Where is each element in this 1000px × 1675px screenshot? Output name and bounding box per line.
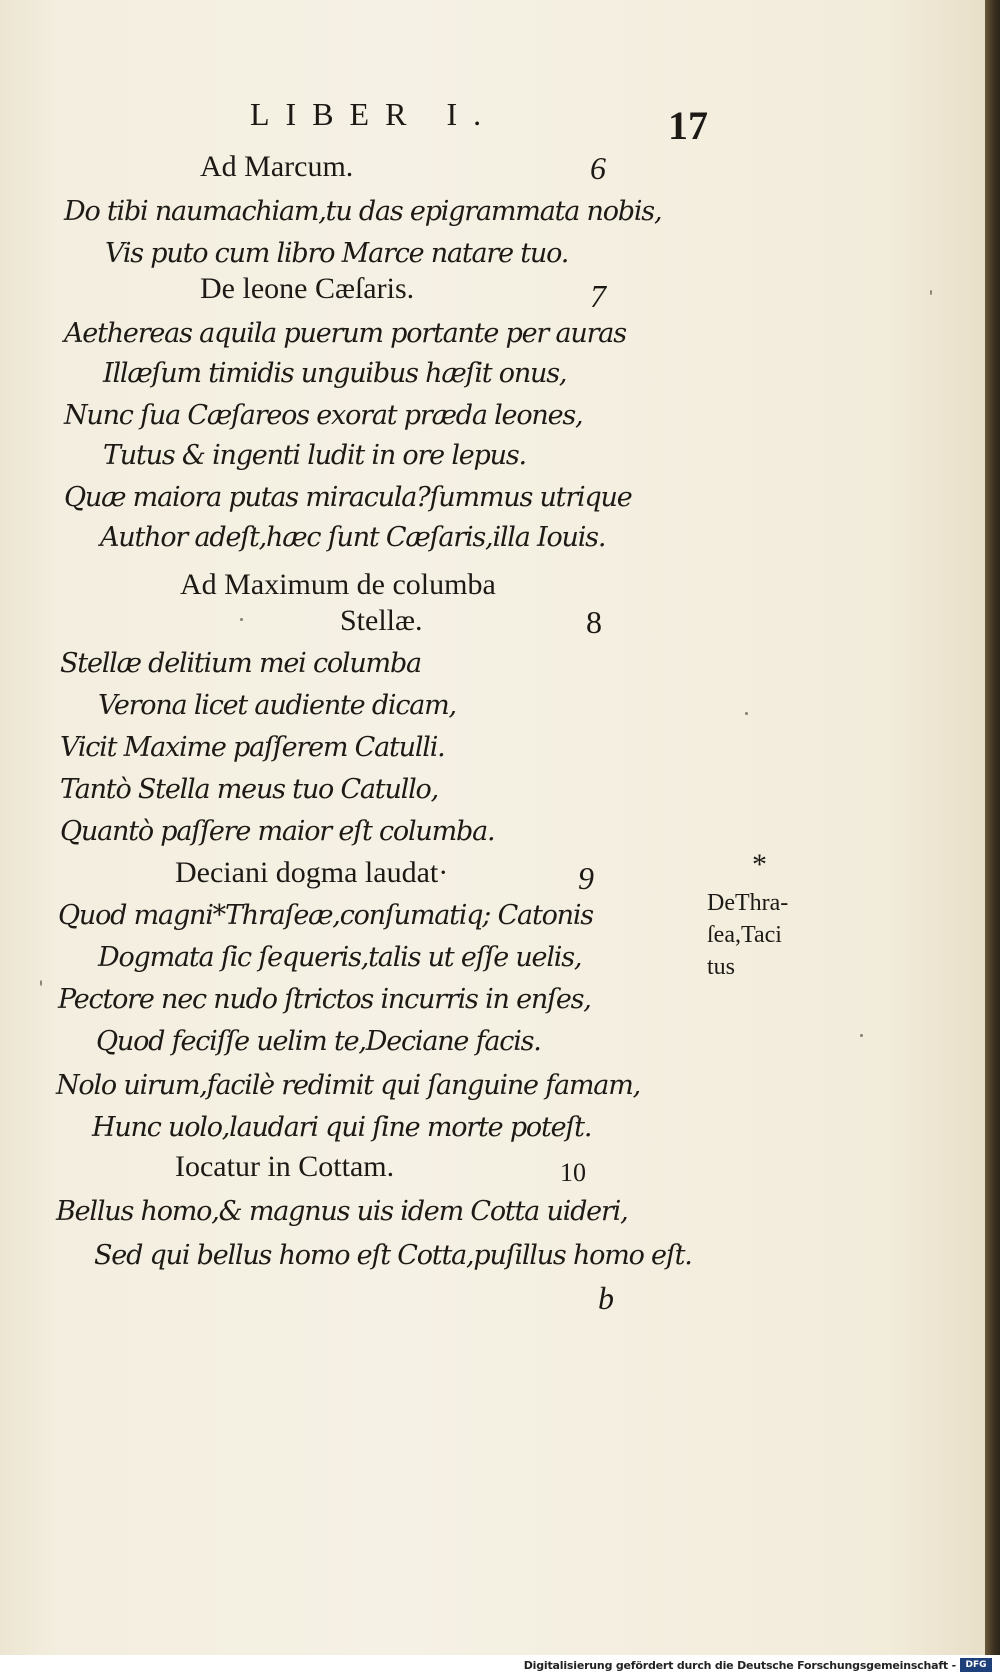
epigram-number-7: 7 [590, 278, 606, 314]
verse-line: Quæ maiora putas miracula?ſummus utrique [64, 482, 632, 513]
epigram-number-10: 10 [560, 1158, 586, 1187]
epigram-number-8: 8 [586, 604, 602, 640]
heading-deciani: Deciani dogma laudat· [175, 856, 449, 889]
verse-line: Sed qui bellus homo eſt Cotta,puſillus homo eſt. [94, 1240, 692, 1271]
page-number: 17 [668, 103, 708, 148]
verse-line: Aethereas aquila puerum portante per auras [64, 318, 626, 349]
marginal-asterisk: * [752, 848, 767, 881]
verse-line: Pectore nec nudo ſtrictos incurris in enſes, [58, 984, 591, 1015]
running-title: LIBER I. [250, 96, 498, 132]
marginal-note-line: tus [707, 954, 736, 980]
paper-speck [860, 1034, 863, 1037]
verse-line: Quod feciſſe uelim te,Deciane facis. [96, 1026, 541, 1057]
verse-line: Hunc uolo,laudari qui ſine morte poteſt. [92, 1112, 592, 1143]
verse-line: Tutus & ingenti ludit in ore lepus. [103, 440, 526, 471]
dfg-logo: DFG [960, 1658, 992, 1672]
verse-line: Nolo uirum,facilè redimit qui ſanguine famam, [56, 1070, 640, 1101]
verse-line: Author adeſt,hæc ſunt Cæſaris,illa Iouis. [100, 522, 606, 553]
page-edge [985, 0, 1000, 1655]
heading-stellae: Stellæ. [340, 604, 423, 637]
digitization-credit: Digitalisierung gefördert durch die Deutsche Forschungsgemeinschaft - [523, 1659, 956, 1672]
paper-speck [240, 618, 243, 621]
verse-line: Stellæ delitium mei columba [60, 648, 421, 679]
heading-iocatur: Iocatur in Cottam. [175, 1150, 395, 1183]
verse-line: Do tibi naumachiam,tu das epigrammata nobis, [64, 196, 662, 227]
verse-line: Quod magni*Thraſeæ,conſumatiq; Catonis [58, 900, 593, 931]
epigram-number-6: 6 [590, 150, 606, 186]
heading-ad-maximum: Ad Maximum de columba [180, 568, 496, 601]
verse-line: Dogmata ſic ſequeris,talis ut eſſe uelis, [98, 942, 582, 973]
paper-speck [930, 290, 932, 295]
verse-line: Verona licet audiente dicam, [98, 690, 456, 721]
verse-line: Nunc ſua Cæſareos exorat præda leones, [64, 400, 583, 431]
paper-speck [745, 712, 748, 715]
verse-line: Tantò Stella meus tuo Catullo, [60, 774, 438, 805]
paper-speck [40, 980, 42, 986]
marginal-note-line: ſea,Taci [707, 922, 782, 948]
verse-line: Vis puto cum libro Marce natare tuo. [105, 238, 569, 269]
marginal-note-line: DeThra- [707, 890, 789, 916]
epigram-number-9: 9 [578, 860, 594, 896]
verse-line: Illæſum timidis unguibus hæſit onus, [103, 358, 567, 389]
signature-mark: b [598, 1280, 614, 1316]
verse-line: Vicit Maxime paſſerem Catulli. [60, 732, 445, 763]
heading-de-leone: De leone Cæſaris. [200, 272, 415, 305]
heading-ad-marcum: Ad Marcum. [200, 150, 354, 183]
verse-line: Bellus homo,& magnus uis idem Cotta uideri, [56, 1196, 628, 1227]
verse-line: Quantò paſſere maior eſt columba. [60, 816, 495, 847]
